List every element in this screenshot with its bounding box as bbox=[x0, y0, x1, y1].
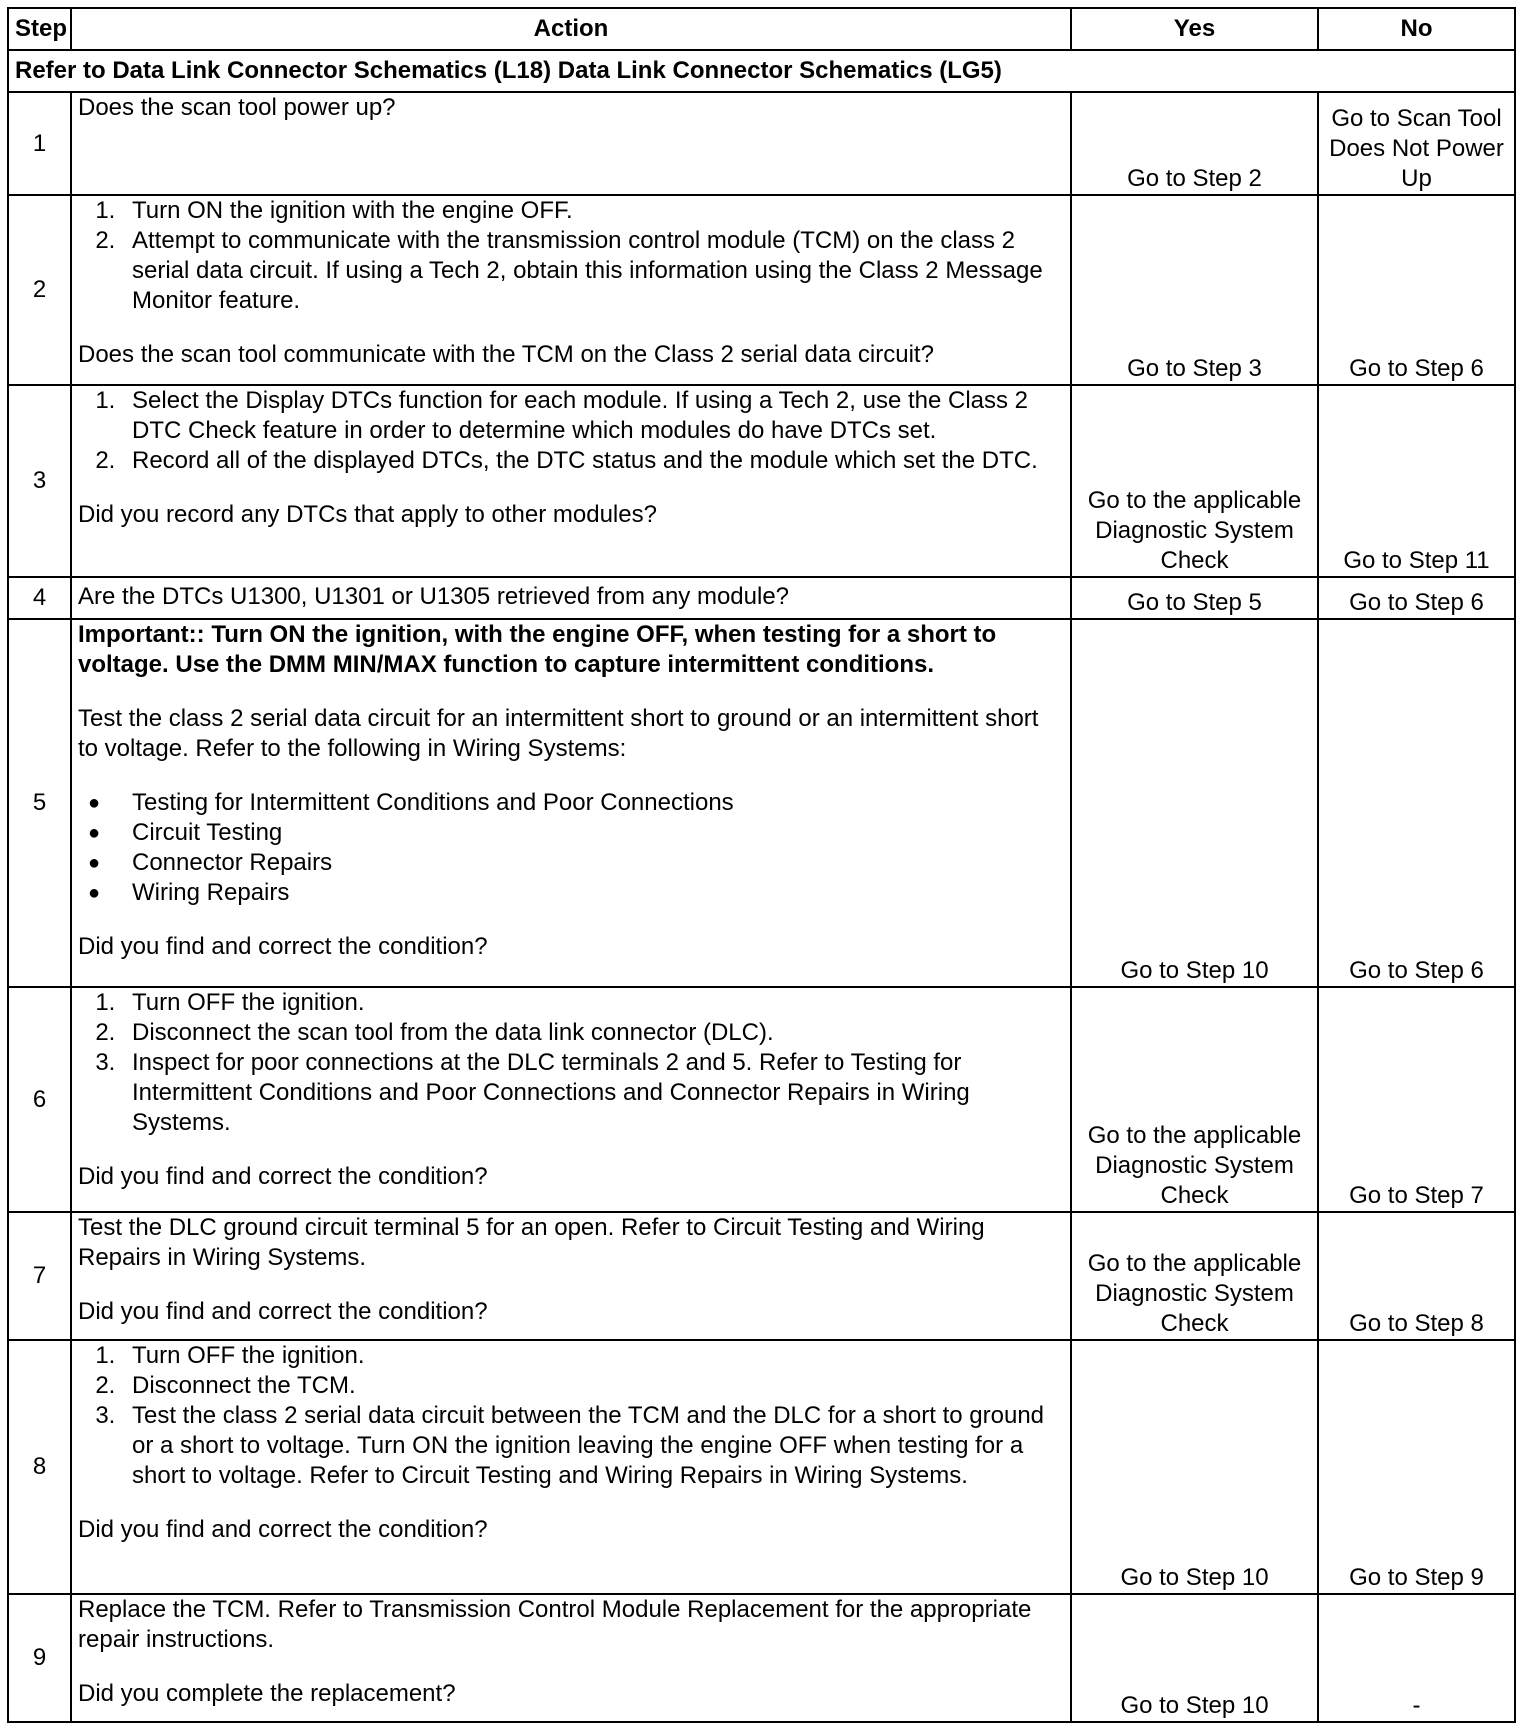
table-row bbox=[8, 92, 1515, 195]
table-row bbox=[8, 1340, 1515, 1594]
action-question: Did you find and correct the condition? bbox=[78, 1516, 488, 1543]
action-cell bbox=[71, 195, 1071, 385]
action-steps bbox=[78, 1341, 1064, 1491]
table-row bbox=[8, 1212, 1515, 1340]
action-question: Did you find and correct the condition? bbox=[78, 1298, 488, 1325]
refer-row bbox=[8, 50, 1515, 92]
yes-result: Go to Step 10 bbox=[1071, 619, 1318, 987]
schematics-reference: Refer to Data Link Connector Schematics (L18) Data Link Connector Schematics (LG5) bbox=[8, 50, 1515, 92]
yes-result: Go to the applicable Diagnostic System Check bbox=[1071, 987, 1318, 1212]
list-item: 1. Turn ON the ignition with the engine OFF. bbox=[122, 196, 1064, 226]
action-question: Did you find and correct the condition? bbox=[78, 933, 488, 960]
action-question: Did you complete the replacement? bbox=[78, 1680, 456, 1707]
step-number: 3 bbox=[8, 385, 71, 577]
step-number: 5 bbox=[8, 619, 71, 987]
action-steps bbox=[78, 196, 1064, 316]
action-cell bbox=[71, 1340, 1071, 1594]
list-item: 2. Attempt to communicate with the transmission control module (TCM) on the class 2 serial data circuit. If using a Tech 2, obtain this information using the Class 2 Message Monitor feature. bbox=[122, 226, 1064, 316]
action-question: Does the scan tool power up? bbox=[78, 94, 396, 121]
action-cell bbox=[71, 619, 1071, 987]
no-result: Go to Step 6 bbox=[1318, 577, 1515, 619]
list-item: 1. Turn OFF the ignition. bbox=[122, 1341, 1064, 1371]
table-row bbox=[8, 619, 1515, 987]
no-result: - bbox=[1318, 1594, 1515, 1722]
action-steps bbox=[78, 988, 1064, 1138]
yes-result: Go to the applicable Diagnostic System Check bbox=[1071, 1212, 1318, 1340]
yes-result: Go to Step 2 bbox=[1071, 92, 1318, 195]
list-item: ● Wiring Repairs bbox=[122, 878, 1064, 908]
list-item: 3. Inspect for poor connections at the DLC terminals 2 and 5. Refer to Testing for Intermittent Conditions and Poor Connections and Connector Repairs in Wiring Systems. bbox=[122, 1048, 1064, 1138]
action-cell bbox=[71, 987, 1071, 1212]
no-result: Go to Step 11 bbox=[1318, 385, 1515, 577]
list-item: ● Circuit Testing bbox=[122, 818, 1064, 848]
header-action: Action bbox=[71, 8, 1071, 50]
header-no: No bbox=[1318, 8, 1515, 50]
header-row bbox=[8, 8, 1515, 50]
diagnostic-table bbox=[7, 7, 1516, 1723]
action-question: Did you find and correct the condition? bbox=[78, 1163, 488, 1190]
no-result: Go to Step 7 bbox=[1318, 987, 1515, 1212]
table-row bbox=[8, 385, 1515, 577]
action-cell bbox=[71, 577, 1071, 619]
no-result: Go to Step 6 bbox=[1318, 195, 1515, 385]
table-row bbox=[8, 577, 1515, 619]
list-item: 1. Select the Display DTCs function for each module. If using a Tech 2, use the Class 2 DTC Check feature in order to determine which modules do have DTCs set. bbox=[122, 386, 1064, 446]
action-question: Did you record any DTCs that apply to other modules? bbox=[78, 501, 657, 528]
yes-result: Go to Step 3 bbox=[1071, 195, 1318, 385]
action-cell bbox=[71, 92, 1071, 195]
header-step: Step bbox=[8, 8, 71, 50]
action-text: Test the class 2 serial data circuit for an intermittent short to ground or an intermittent short to voltage. Refer to the following in Wiring Systems: bbox=[78, 705, 1039, 762]
list-item: 2. Disconnect the TCM. bbox=[122, 1371, 1064, 1401]
step-number: 7 bbox=[8, 1212, 71, 1340]
action-text: Replace the TCM. Refer to Transmission Control Module Replacement for the appropriate repair instructions. bbox=[78, 1596, 1032, 1653]
list-item: ● Testing for Intermittent Conditions and Poor Connections bbox=[122, 788, 1064, 818]
action-text: Test the DLC ground circuit terminal 5 for an open. Refer to Circuit Testing and Wiring Repairs in Wiring Systems. bbox=[78, 1214, 985, 1271]
list-item: ● Connector Repairs bbox=[122, 848, 1064, 878]
no-result: Go to Scan Tool Does Not Power Up bbox=[1318, 92, 1515, 195]
list-item: 2. Disconnect the scan tool from the data link connector (DLC). bbox=[122, 1018, 1064, 1048]
list-item: 2. Record all of the displayed DTCs, the DTC status and the module which set the DTC. bbox=[122, 446, 1064, 476]
reference-list bbox=[78, 788, 1064, 908]
step-number: 9 bbox=[8, 1594, 71, 1722]
action-question: Does the scan tool communicate with the TCM on the Class 2 serial data circuit? bbox=[78, 341, 934, 368]
yes-result: Go to Step 10 bbox=[1071, 1340, 1318, 1594]
table-row bbox=[8, 987, 1515, 1212]
no-result: Go to Step 9 bbox=[1318, 1340, 1515, 1594]
step-number: 2 bbox=[8, 195, 71, 385]
action-question: Are the DTCs U1300, U1301 or U1305 retrieved from any module? bbox=[78, 583, 790, 610]
step-number: 6 bbox=[8, 987, 71, 1212]
table-row bbox=[8, 195, 1515, 385]
action-cell bbox=[71, 1212, 1071, 1340]
yes-result: Go to Step 10 bbox=[1071, 1594, 1318, 1722]
step-number: 4 bbox=[8, 577, 71, 619]
yes-result: Go to Step 5 bbox=[1071, 577, 1318, 619]
table-row bbox=[8, 1594, 1515, 1722]
no-result: Go to Step 8 bbox=[1318, 1212, 1515, 1340]
action-cell bbox=[71, 385, 1071, 577]
step-number: 8 bbox=[8, 1340, 71, 1594]
action-steps bbox=[78, 386, 1064, 476]
yes-result: Go to the applicable Diagnostic System Check bbox=[1071, 385, 1318, 577]
list-item: 3. Test the class 2 serial data circuit between the TCM and the DLC for a short to ground or a short to voltage. Turn ON the ignition leaving the engine OFF when testing for a short to voltage. Refer to Circuit Testing and Wiring Repairs in Wiring Systems. bbox=[122, 1401, 1064, 1491]
step-number: 1 bbox=[8, 92, 71, 195]
header-yes: Yes bbox=[1071, 8, 1318, 50]
important-note: Important:: Turn ON the ignition, with the engine OFF, when testing for a short to voltage. Use the DMM MIN/MAX function to capture intermittent conditions. bbox=[78, 621, 997, 678]
action-cell bbox=[71, 1594, 1071, 1722]
list-item: 1. Turn OFF the ignition. bbox=[122, 988, 1064, 1018]
no-result: Go to Step 6 bbox=[1318, 619, 1515, 987]
